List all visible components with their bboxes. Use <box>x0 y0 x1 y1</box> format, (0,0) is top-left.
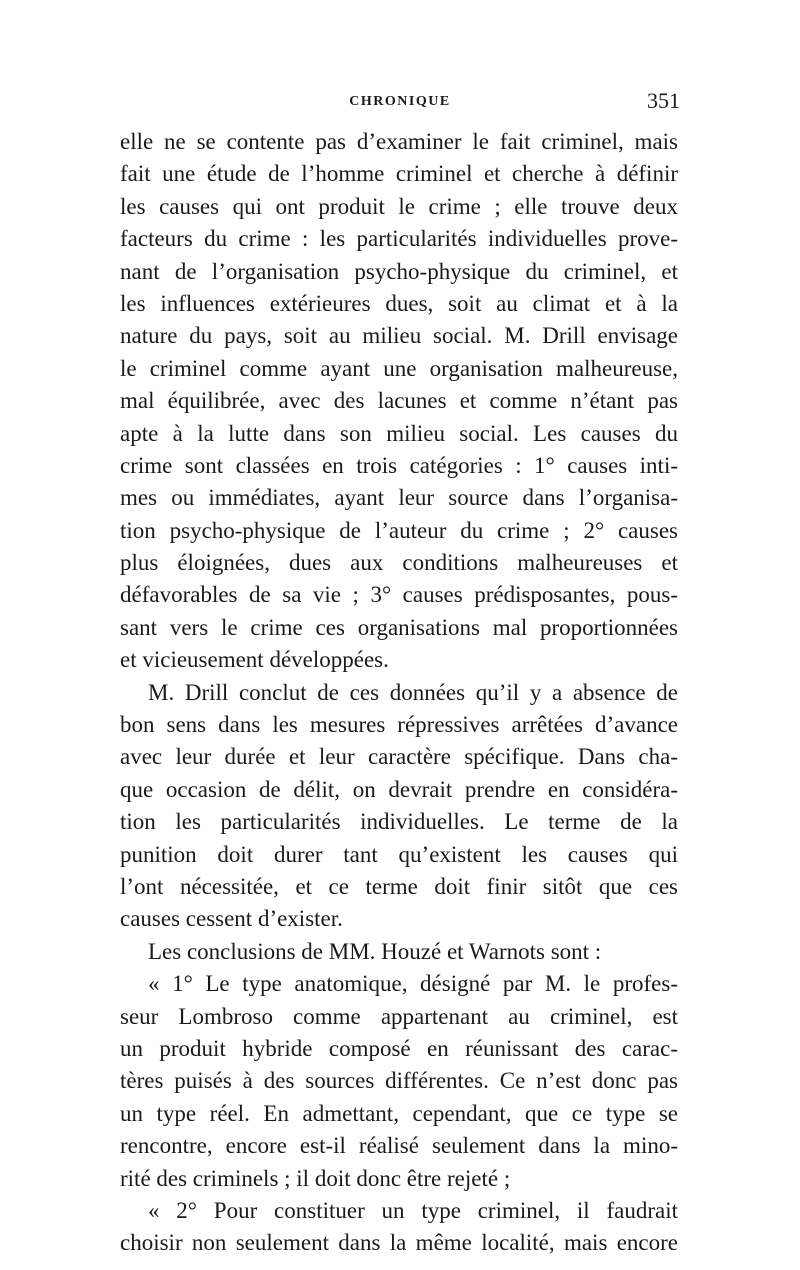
text-line: et vicieusement développées. <box>120 647 389 673</box>
text-line: un type réel. En admettant, cependant, que ce type se <box>120 1100 678 1126</box>
text-line: un produit hybride composé en réunissant des carac- <box>120 1035 678 1061</box>
running-title: CHRONIQUE <box>349 94 451 109</box>
text-line: rencontre, encore est-il réalisé seulement dans la mino- <box>120 1133 678 1159</box>
text-line: le criminel comme ayant une organisation malheureuse, <box>120 355 678 381</box>
text-line: sant vers le crime ces organisations mal proportionnées <box>120 614 678 640</box>
text-line: M. Drill conclut de ces données qu’il y a absence de <box>148 679 678 705</box>
text-line: tion les particularités individuelles. Le terme de la <box>120 809 678 835</box>
text-line: nant de l’organisation psycho-physique du criminel, et <box>120 258 678 284</box>
text-line: « 1° Le type anatomique, désigné par M. le profes- <box>148 971 678 997</box>
text-line: apte à la lutte dans son milieu social. Les causes du <box>120 420 678 446</box>
text-line: défavorables de sa vie ; 3° causes prédisposantes, pous- <box>120 582 678 608</box>
text-line: nature du pays, soit au milieu social. M. Drill envisage <box>120 323 678 349</box>
text-line: facteurs du crime : les particularités individuelles prove- <box>120 226 678 252</box>
text-line: l’ont nécessitée, et ce terme doit finir sitôt que ces <box>120 873 678 899</box>
text-line: mal équilibrée, avec des lacunes et comme n’étant pas <box>120 388 678 414</box>
text-line: elle ne se contente pas d’examiner le fait criminel, mais <box>120 129 678 154</box>
text-line: choisir non seulement dans la même localité, mais encore <box>120 1230 678 1256</box>
text-line: que occasion de délit, on devrait prendre en considéra- <box>120 776 678 802</box>
text-line: tères puisés à des sources différentes. Ce n’est donc pas <box>120 1068 678 1094</box>
page-number: 351 <box>647 88 680 113</box>
text-line: tion psycho-physique de l’auteur du crime ; 2° causes <box>120 517 678 543</box>
text-line: les causes qui ont produit le crime ; elle trouve deux <box>120 193 678 219</box>
text-line: mes ou immédiates, ayant leur source dans l’organisa- <box>120 485 678 511</box>
text-line: fait une étude de l’homme criminel et cherche à définir <box>120 161 678 187</box>
text-line: « 2° Pour constituer un type criminel, il faudrait <box>148 1197 678 1223</box>
text-line: rité des criminels ; il doit donc être rejeté ; <box>120 1165 511 1191</box>
text-line: avec leur durée et leur caractère spécifique. Dans cha- <box>120 744 678 770</box>
body-text <box>120 126 678 1260</box>
text-line: bon sens dans les mesures répressives arrêtées d’avance <box>120 712 678 738</box>
text-line: plus éloignées, dues aux conditions malheureuses et <box>120 550 678 576</box>
running-head <box>120 88 680 118</box>
text-line: crime sont classées en trois catégories : 1° causes inti- <box>120 452 678 478</box>
text-line: Les conclusions de MM. Houzé et Warnots sont : <box>148 938 602 964</box>
text-line: seur Lombroso comme appartenant au criminel, est <box>120 1003 678 1029</box>
text-line: punition doit durer tant qu’existent les causes qui <box>120 841 678 867</box>
text-line: causes cessent d’exister. <box>120 906 343 932</box>
text-line: les influences extérieures dues, soit au climat et à la <box>120 290 678 316</box>
